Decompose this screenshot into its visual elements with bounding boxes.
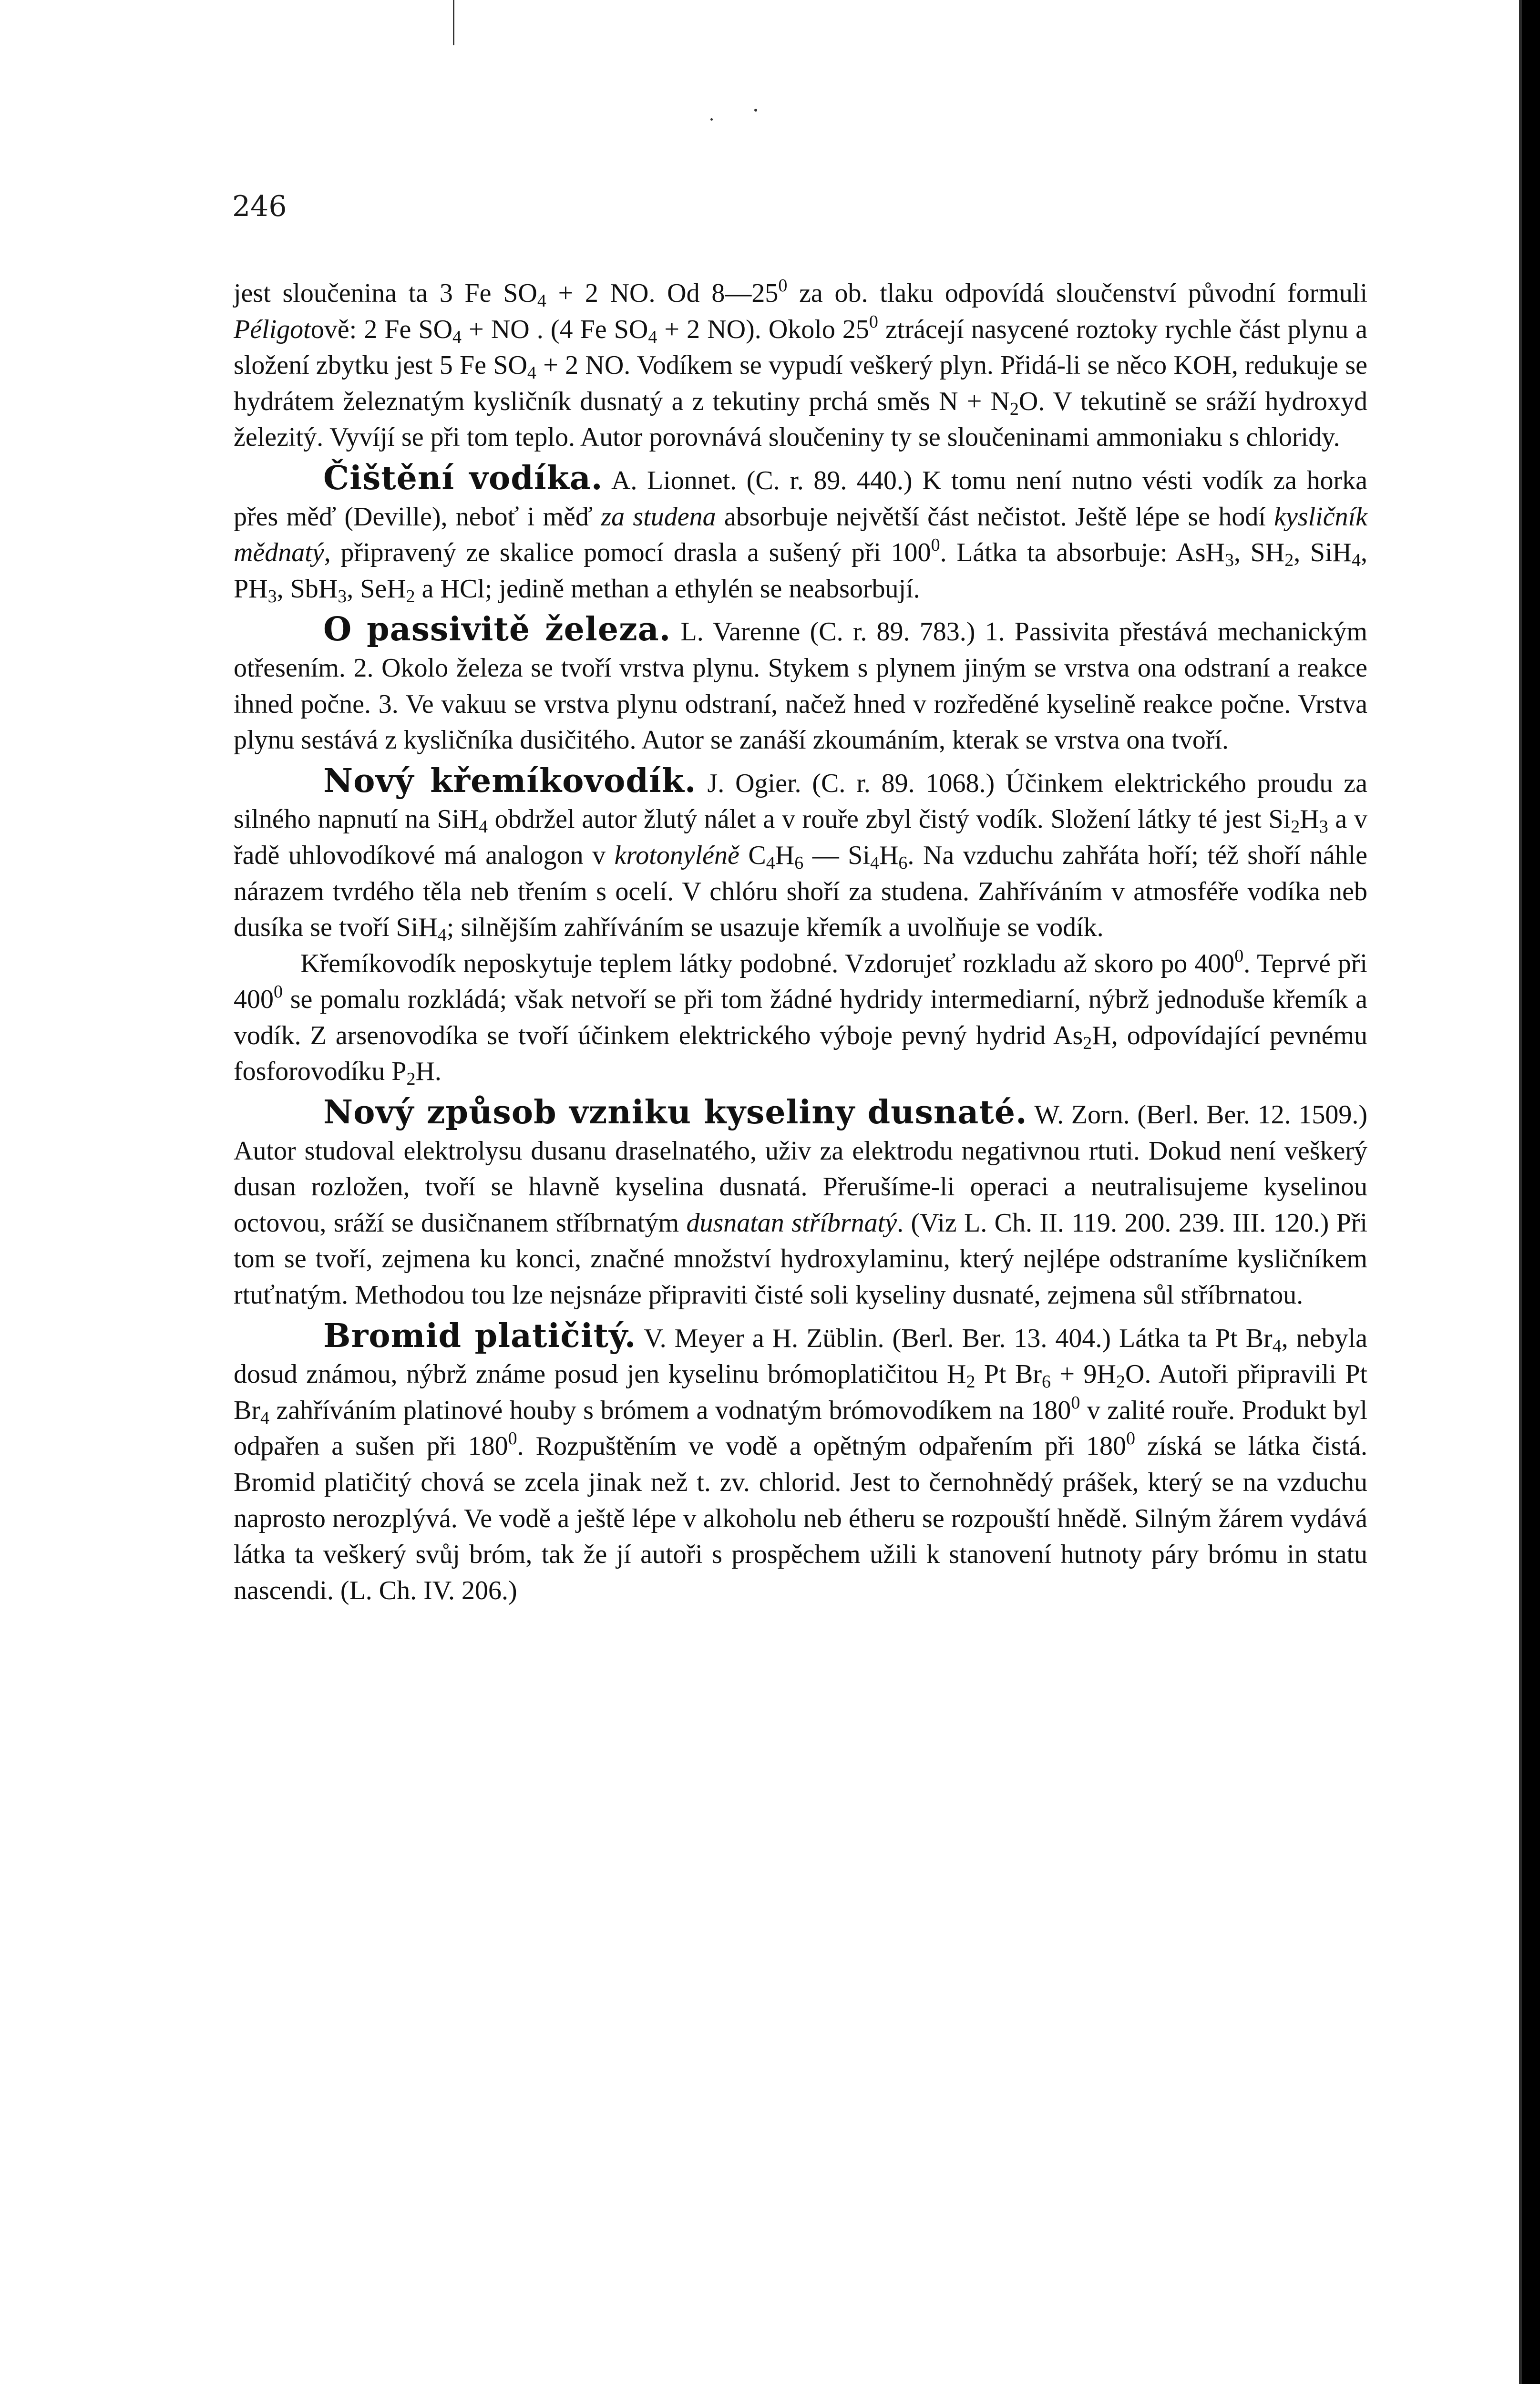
section-heading: Bromid platičitý. [323, 1316, 637, 1355]
section-paragraph: Bromid platičitý. V. Meyer a H. Züblin. (Berl. Ber. 13. 404.) Látka ta Pt $Br_4$, nebyla dosud známou, nýbrž známe posud jen kyselinu brómoplatičitou $H_2$ Pt $Br_6 + 9H_2O$. Autoři připravili Pt $Br_4$ zahříváním platinové houby s brómem a vodnatým brómovodíkem na $180^0$ v zalité rouře. Produkt byl odpařen a sušen při $180^0$. Rozpuštěním ve vodě a opětným odpařením při $180^0$ získá se látka čistá. Bromid platičitý chová se zcela jinak než t. zv. chlorid. Jest to černohnědý prášek, který se na vzduchu naprosto nerozplývá. Ve vodě a ještě lépe v alkoholu neb étheru se rozpouští hnědě. Silným žárem vydává látka ta veškerý svůj bróm, tak že jí autoři s prospěchem užili k stanovení hutnoty páry brómu in statu nascendi. (L. Ch. IV. 206.) [234, 1316, 1367, 1605]
intro-paragraph: jest sloučenina ta 3 Fe $SO_4 + 2$ NO. Od $8—25^0$ za ob. tlaku odpovídá sloučenství původní formuli Péligotově: 2 Fe $SO_4$ + NO . (4 Fe $SO_4 + 2$ NO). Okolo $25^0$ ztrácejí nasycené roztoky rychle část plynu a složení zbytku jest 5 Fe $SO_4 + 2$ NO. Vodíkem se vypudí veškerý plyn. Přidá-li se něco KOH, redukuje se hydrátem železnatým kysličník dusnatý a z tekutiny prchá směs $N + N_2O$. V tekutině se sráží hydroxyd železitý. Vyvíjí se při tom teplo. Autor porovnává sloučeniny ty se sloučeninami ammoniaku s chloridy. [234, 276, 1368, 452]
section-kremikovodik [234, 763, 1367, 1090]
section-heading: O passivitě železa. [323, 610, 671, 649]
scan-artifact-dot [754, 109, 757, 112]
section-kyselina-dusnata [234, 1095, 1367, 1314]
scan-artifact-dot [710, 118, 713, 121]
section-paragraph: Čištění vodíka. A. Lionnet. (C. r. 89. 440.) K tomu není nutno vésti vodík za horka přes měď (Deville), neboť i měď za studena absorbuje největší část nečistot. Ještě lépe se hodí kysličník mědnatý, připravený ze skalice pomocí drasla a sušený při $100^0$. Látka ta absorbuje: AsH$_3$, $SH_2$, SiH$_4$, $PH_3$, SbH$_3$, SeH$_2$ a HCl; jedině methan a ethylén se neabsorbují. [234, 459, 1368, 606]
section-paragraph: O passivitě železa. L. Varenne (C. r. 89. 783.) 1. Passivita přestává mechanickým otřesením. 2. Okolo železa se tvoří vrstva plynu. Stykem s plynem jiným se vrstva ona odstraní a reakce ihned počne. 3. Ve vakuu se vrstva plynu odstraní, načež hned v rozředěné kyselině reakce počne. Vrstva plynu sestává z kysličníka dusičitého. Autor se zanáší zkoumáním, kterak se vrstva ona tvoří. [234, 610, 1367, 755]
section-paragraph: Nový způsob vzniku kyseliny dusnaté. W. Zorn. (Berl. Ber. 12. 1509.) Autor studoval elektrolysu dusanu draselnatého, uživ za elektrodu negativnou rtuti. Dokud není veškerý dusan rozložen, tvoří se hlavně kyselina dusnatá. Přerušíme-li operaci a neutralisujeme kyselinou octovou, sráží se dusičnanem stříbrnatým dusnatan stříbrnatý. (Viz L. Ch. II. 119. 200. 239. III. 120.) Při tom se tvoří, zejmena ku konci, značné množství hydroxylaminu, který nejlépe odstraníme kysličníkem rtuťnatým. Methodou tou lze nejsnáze připraviti čisté soli kyseliny dusnaté, zejmena sůl stříbrnatou. [234, 1093, 1367, 1310]
section-heading: Nový způsob vzniku kyseliny dusnaté. [323, 1093, 1027, 1132]
section-heading: Nový křemíkovodík. [323, 761, 697, 800]
page-number: 246 [232, 190, 287, 223]
section-heading: Čištění vodíka. [323, 459, 603, 497]
body-text [234, 276, 1367, 1609]
section-bromid-platicity [234, 1318, 1367, 1609]
scan-artifact-line [453, 0, 454, 45]
section-passivita-zeleza [234, 612, 1367, 758]
section-paragraph: Nový křemíkovodík. J. Ogier. (C. r. 89. 1068.) Účinkem elektrického proudu za silného napnutí na SiH$_4$ obdržel autor žlutý nálet a v rouře zbyl čistý vodík. Složení látky té jest $Si_2H_3$ a v řadě uhlovodíkové má analogon v krotonyléně $C_4H_6$ — $Si_4H_6$. Na vzduchu zahřáta hoří; též shoří náhle nárazem tvrdého těla neb třením s ocelí. V chlóru shoří za studena. Zahříváním v atmosféře vodíka neb dusíka se tvoří SiH$_4$; silnějším zahříváním se usazuje křemík a uvolňuje se vodík. [234, 761, 1368, 945]
section-cisteni-vodika [234, 461, 1367, 607]
section-paragraph: Křemíkovodík neposkytuje teplem látky podobné. Vzdorujeť rozkladu až skoro po $400^0$. Teprvé při $400^0$ se pomalu rozkládá; však netvoří se při tom žádné hydridy intermediarní, nýbrž jednoduše křemík a vodík. Z arsenovodíka se tvoří účinkem elektrického výboje pevný hydrid $As_2H$, odpovídající pevnému fosforovodíku $P_2H$. [234, 945, 1368, 1089]
